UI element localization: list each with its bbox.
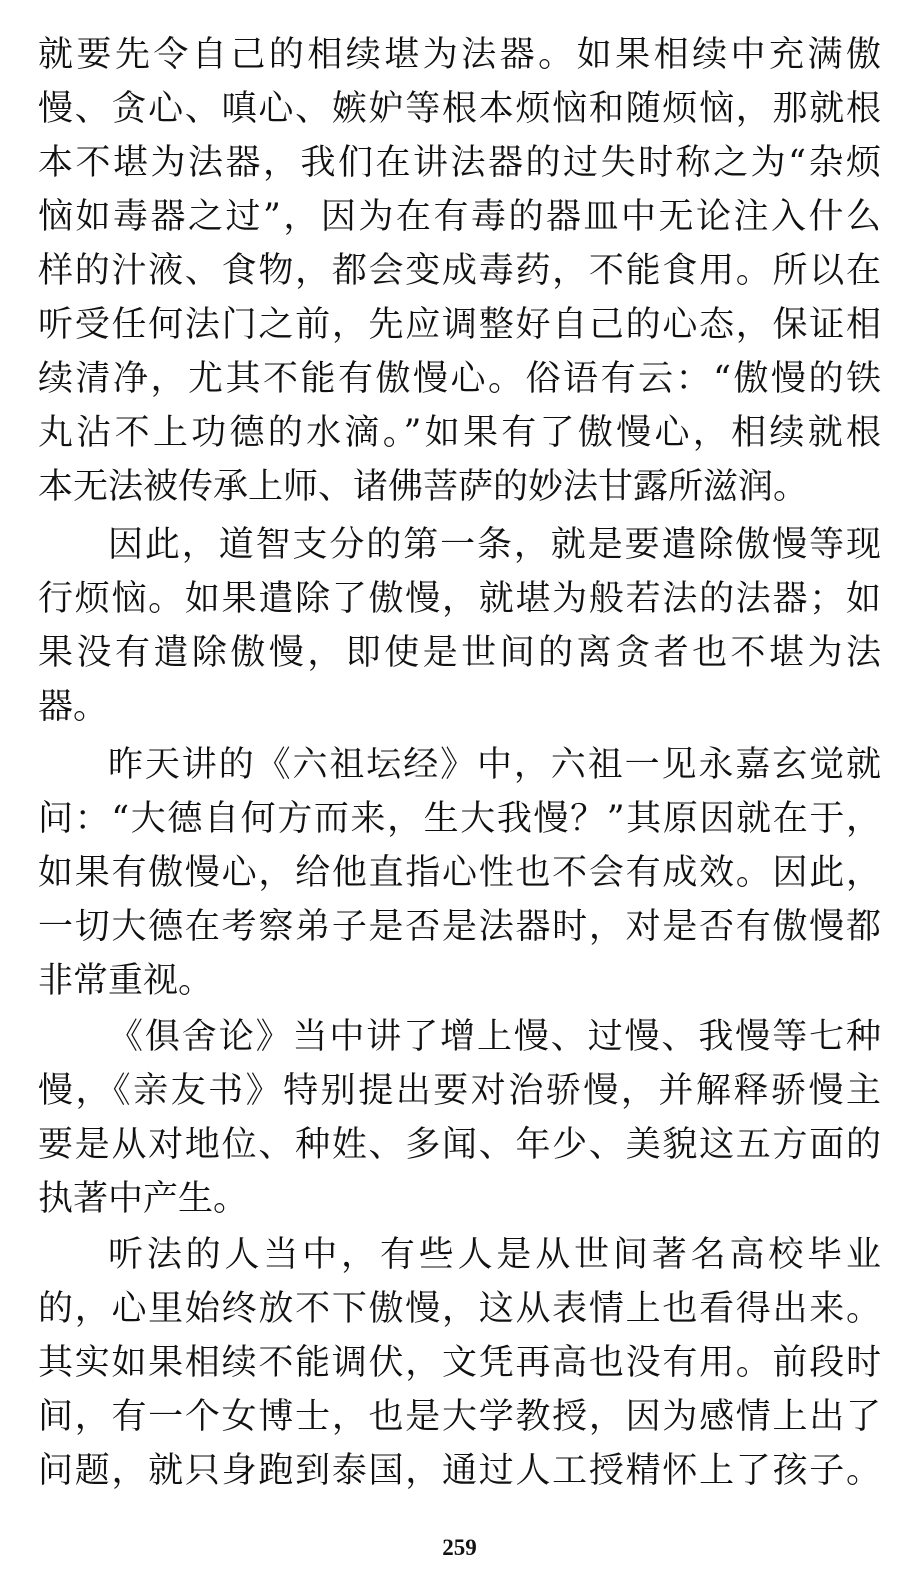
text-line: 问题，就只身跑到泰国，通过人工授精怀上了孩子。 (38, 1451, 881, 1491)
text-line: 就要先令自己的相续堪为法器。如果相续中充满傲 (38, 35, 881, 75)
text-line: 行烦恼。如果遣除了傲慢，就堪为般若法的法器；如 (38, 579, 881, 619)
text-line: 的，心里始终放不下傲慢，这从表情上也看得出来。 (38, 1289, 881, 1329)
text-line: 听法的人当中，有些人是从世间著名高校毕业 (108, 1235, 881, 1275)
text-line: 本无法被传承上师、诸佛菩萨的妙法甘露所滋润。 (38, 467, 809, 507)
text-line: 恼如毒器之过”，因为在有毒的器皿中无论注入什么 (38, 197, 881, 237)
text-line: 慢、贪心、嗔心、嫉妒等根本烦恼和随烦恼，那就根 (38, 89, 881, 129)
text-line: 一切大德在考察弟子是否是法器时，对是否有傲慢都 (38, 907, 881, 947)
text-line: 非常重视。 (38, 961, 214, 1001)
text-line: 间，有一个女博士，也是大学教授，因为感情上出了 (38, 1397, 881, 1437)
text-line: 问：“大德自何方而来，生大我慢？”其原因就在于， (38, 799, 881, 839)
text-line: 器。 (38, 687, 109, 727)
text-line: 本不堪为法器，我们在讲法器的过失时称之为“杂烦 (38, 143, 881, 183)
text-line: 续清净，尤其不能有傲慢心。俗语有云：“傲慢的铁 (38, 359, 881, 399)
text-line: 慢，《亲友书》特别提出要对治骄慢，并解释骄慢主 (38, 1071, 881, 1111)
text-line: 昨天讲的《六祖坛经》中，六祖一见永嘉玄觉就 (108, 745, 881, 785)
text-line: 丸沾不上功德的水滴。”如果有了傲慢心，相续就根 (38, 413, 881, 453)
text-line: 因此，道智支分的第一条，就是要遣除傲慢等现 (108, 525, 881, 565)
text-line: 果没有遣除傲慢，即使是世间的离贪者也不堪为法 (38, 633, 881, 673)
text-line: 执著中产生。 (38, 1179, 249, 1219)
text-line: 其实如果相续不能调伏，文凭再高也没有用。前段时 (38, 1343, 881, 1383)
page-number: 259 (442, 1535, 477, 1560)
text-line: 听受任何法门之前，先应调整好自己的心态，保证相 (38, 305, 881, 345)
text-line: 要是从对地位、种姓、多闻、年少、美貌这五方面的 (38, 1125, 881, 1165)
text-line: 如果有傲慢心，给他直指心性也不会有成效。因此， (38, 853, 881, 893)
text-line: 样的汁液、食物，都会变成毒药，不能食用。所以在 (38, 251, 881, 291)
text-line: 《俱舍论》当中讲了增上慢、过慢、我慢等七种 (108, 1017, 881, 1057)
